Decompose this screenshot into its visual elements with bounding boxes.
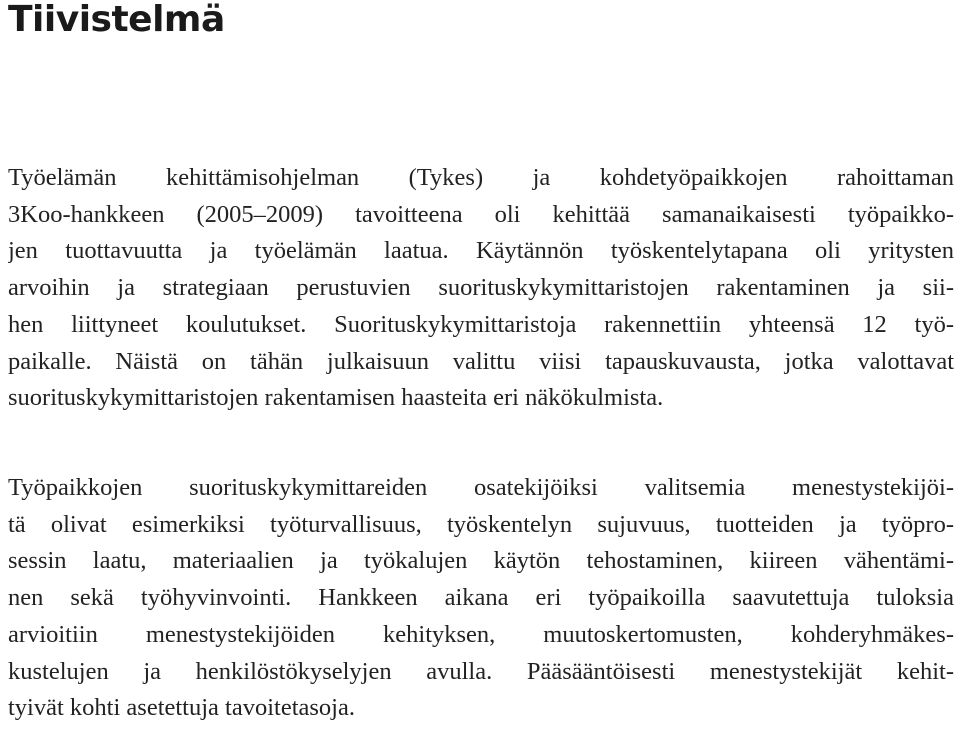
text-line: suorituskykymittaristojen rakentamisen haasteita eri näkökulmista.	[8, 384, 664, 412]
text-line: nen sekä työhyvinvointi. Hankkeen aikana eri työpaikoilla saavutettuja tuloksia	[8, 584, 954, 612]
text-line: kustelujen ja henkilöstökyselyjen avulla. Pääsääntöisesti menestystekijät kehit-	[8, 657, 954, 685]
text-line: sessin laatu, materiaalien ja työkalujen käytön tehostaminen, kiireen vähentämi-	[8, 547, 954, 575]
text-line: Työelämän kehittämisohjelman (Tykes) ja kohdetyöpaikkojen rahoittaman	[8, 164, 954, 191]
text-line: tyivät kohti asetettuja tavoitetasoja.	[8, 694, 355, 722]
text-line: arvioitiin menestystekijöiden kehityksen, muutoskertomusten, kohderyhmäkes-	[8, 620, 954, 648]
text-line: tä olivat esimerkiksi työturvallisuus, työskentelyn sujuvuus, tuotteiden ja työpro-	[8, 510, 954, 538]
text-line: Työpaikkojen suorituskykymittareiden osatekijöiksi valitsemia menestystekijöi-	[8, 474, 954, 501]
text-line: hen liittyneet koulutukset. Suorituskykymittaristoja rakennettiin yhteensä 12 työ-	[8, 310, 954, 338]
paragraph-2	[8, 470, 954, 727]
page-title: Tiivistelmä	[8, 0, 225, 40]
text-line: arvoihin ja strategiaan perustuvien suorituskykymittaristojen rakentaminen ja sii-	[8, 274, 954, 302]
text-line: jen tuottavuutta ja työelämän laatua. Käytännön työskentelytapana oli yritysten	[8, 237, 954, 265]
text-line: 3Koo-hankkeen (2005–2009) tavoitteena oli kehittää samanaikaisesti työpaikko-	[8, 200, 954, 228]
text-line: paikalle. Näistä on tähän julkaisuun valittu viisi tapauskuvausta, jotka valottavat	[8, 347, 954, 375]
paragraph-1	[8, 160, 954, 417]
